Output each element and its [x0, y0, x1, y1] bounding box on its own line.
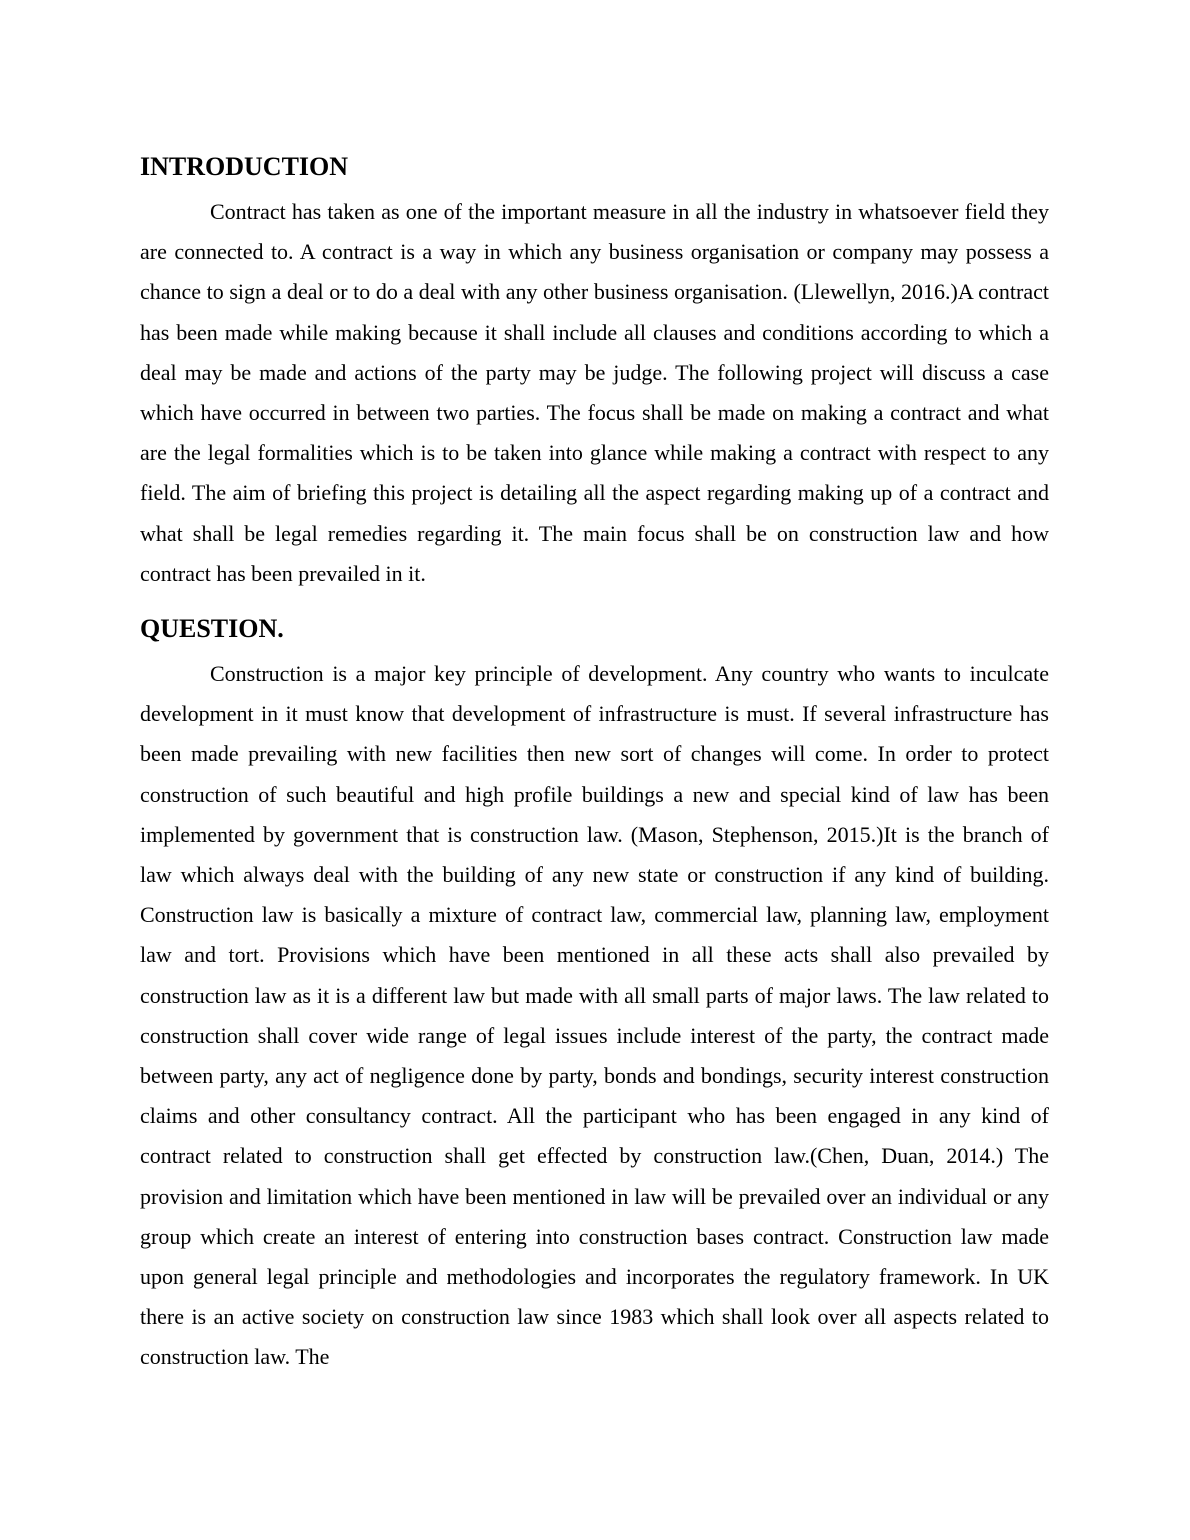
introduction-paragraph: Contract has taken as one of the important measure in all the industry in whatsoever field they are connected to. A contract is a way in which any business organisation or company may possess a chance to sign a deal or to do a deal with any other business organisation. (Llewellyn, 2016.)A contract has been made while making because it shall include all clauses and conditions according to which a deal may be made and actions of the party may be judge. The following project will discuss a case which have occurred in between two parties. The focus shall be made on making a contract and what are the legal formalities which is to be taken into glance while making a contract with respect to any field. The aim of briefing this project is detailing all the aspect regarding making up of a contract and what shall be legal remedies regarding it. The main focus shall be on construction law and how contract has been prevailed in it.: [140, 199, 1049, 586]
document-page: [140, 150, 1049, 1378]
section-heading-introduction: INTRODUCTION: [140, 152, 349, 181]
section-heading-question: QUESTION.: [140, 614, 284, 644]
question-paragraph: Construction is a major key principle of development. Any country who wants to inculcate development in it must know that development of infrastructure is must. If several infrastructure has been made prevailing with new facilities then new sort of changes will come. In order to protect construction of such beautiful and high profile buildings a new and special kind of law has been implemented by government that is construction law. (Mason, Stephenson, 2015.)It is the branch of law which always deal with the building of any new state or construction if any kind of building. Construction law is basically a mixture of contract law, commercial law, planning law, employment law and tort. Provisions which have been mentioned in all these acts shall also prevailed by construction law as it is a different law but made with all small parts of major laws. The law related to construction shall cover wide range of legal issues include interest of the party, the contract made between party, any act of negligence done by party, bonds and bondings, security interest construction claims and other consultancy contract. All the participant who has been engaged in any kind of contract related to construction shall get effected by construction law.(Chen, Duan, 2014.) The provision and limitation which have been mentioned in law will be prevailed over an individual or any group which create an interest of entering into construction bases contract. Construction law made upon general legal principle and methodologies and incorporates the regulatory framework. In UK there is an active society on construction law since 1983 which shall look over all aspects related to construction law. The: [140, 661, 1049, 1370]
